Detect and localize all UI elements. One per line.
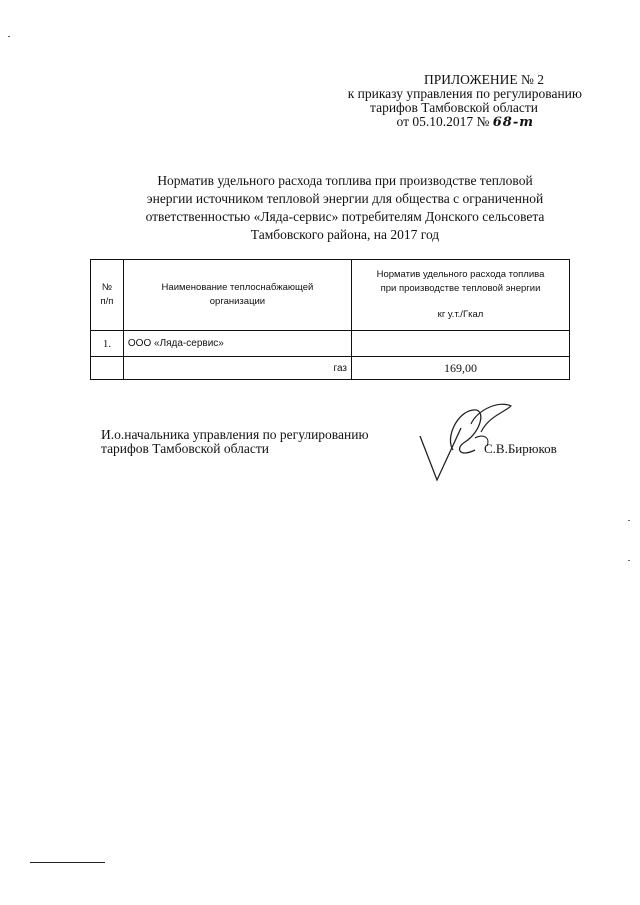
annex-authority: тарифов Тамбовской области bbox=[370, 100, 538, 115]
header-org-line-2: организации bbox=[209, 296, 266, 307]
row-value bbox=[351, 331, 569, 357]
annex-title: ПРИЛОЖЕНИЕ № 2 bbox=[423, 72, 544, 87]
title-line-2: энергии источником тепловой энергии для общества с ограниченной bbox=[146, 191, 544, 206]
row-organization: ООО «Ляда-сервис» bbox=[123, 331, 351, 357]
order-number: 68-т bbox=[492, 115, 534, 130]
scan-mark bbox=[628, 560, 630, 561]
scan-mark bbox=[8, 36, 10, 37]
row-value: 169,00 bbox=[351, 357, 569, 380]
header-organization bbox=[123, 260, 351, 331]
title-line-4: Тамбовского района, на 2017 год bbox=[250, 227, 440, 242]
header-norm bbox=[351, 260, 569, 331]
row-number: 1. bbox=[91, 331, 124, 357]
scan-mark bbox=[628, 520, 630, 521]
document-title bbox=[110, 172, 580, 244]
table-header-row bbox=[91, 260, 570, 331]
header-norm-unit: кг у.т./Гкал bbox=[437, 309, 484, 320]
position-line-1: И.о.начальника управления по регулированию bbox=[101, 427, 369, 442]
annex-date: от 05.10.2017 № bbox=[396, 114, 490, 129]
table-row bbox=[91, 357, 570, 380]
signer-name: С.В.Бирюков bbox=[484, 441, 557, 456]
header-org-line-1: Наименование теплоснабжающей bbox=[161, 282, 314, 293]
norm-table bbox=[90, 259, 570, 380]
signatory-position bbox=[101, 428, 369, 456]
annex-header bbox=[348, 73, 582, 130]
annex-order-ref: к приказу управления по регулированию bbox=[347, 86, 582, 101]
footer-rule bbox=[30, 862, 105, 863]
annex-date-line bbox=[348, 115, 534, 130]
row-number bbox=[91, 357, 124, 380]
header-number-label: п/п bbox=[100, 296, 114, 307]
header-norm-line-1: Норматив удельного расхода топлива bbox=[376, 269, 545, 280]
header-number bbox=[91, 260, 124, 331]
position-line-2: тарифов Тамбовской области bbox=[101, 441, 269, 456]
title-line-3: ответственностью «Ляда-сервис» потребителям Донского сельсовета bbox=[145, 209, 545, 224]
header-norm-line-2: при производстве тепловой энергии bbox=[380, 283, 541, 294]
title-line-1: Норматив удельного расхода топлива при производстве тепловой bbox=[157, 173, 533, 188]
header-number-sign: № bbox=[101, 282, 113, 293]
row-fuel-type: газ bbox=[123, 357, 351, 380]
table-row bbox=[91, 331, 570, 357]
